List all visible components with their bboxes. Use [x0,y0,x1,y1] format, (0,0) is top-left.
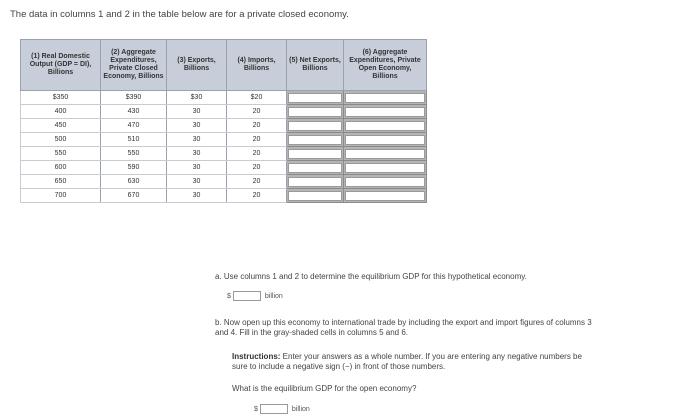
gray-cell [287,105,344,119]
table-body [21,91,427,203]
gray-cell [344,175,427,189]
net-exports-input[interactable] [288,191,342,201]
ae-open-input[interactable] [345,149,425,159]
answer-c-row [254,404,310,414]
gray-cell [344,105,427,119]
question-c: What is the equilibrium GDP for the open economy? [232,384,417,393]
cell-ae-closed: 670 [101,189,167,203]
ae-open-input[interactable] [345,191,425,201]
net-exports-input[interactable] [288,163,342,173]
header-ae-open: (6) Aggregate Expenditures, Private Open Economy, Billions [344,40,427,91]
cell-ae-closed: 510 [101,133,167,147]
table-row [21,147,427,161]
net-exports-input[interactable] [288,107,342,117]
ae-open-input[interactable] [345,121,425,131]
gray-cell [287,147,344,161]
ae-open-input[interactable] [345,135,425,145]
unit-label: billion [264,292,283,300]
cell-real-gdp: 450 [21,119,101,133]
dollar-sign: $ [227,292,231,300]
economy-table [20,39,427,203]
cell-exports: 30 [167,133,227,147]
cell-exports: 30 [167,119,227,133]
question-a: a. Use columns 1 and 2 to determine the equilibrium GDP for this hypothetical economy. [215,272,527,281]
gray-cell [287,133,344,147]
header-real-gdp: (1) Real Domestic Output (GDP = DI), Billions [21,40,101,91]
instructions-label: Instructions: [232,352,281,361]
gray-cell [344,161,427,175]
ae-open-input[interactable] [345,107,425,117]
table-row [21,189,427,203]
ae-open-input[interactable] [345,93,425,103]
cell-imports: 20 [227,189,287,203]
cell-exports: $30 [167,91,227,105]
gray-cell [287,175,344,189]
gray-cell [287,119,344,133]
answer-a-row [227,291,283,301]
gray-cell [344,91,427,105]
cell-imports: 20 [227,147,287,161]
cell-real-gdp: 600 [21,161,101,175]
net-exports-input[interactable] [288,93,342,103]
cell-exports: 30 [167,175,227,189]
table-row [21,133,427,147]
gray-cell [344,147,427,161]
table-row [21,91,427,105]
cell-real-gdp: 650 [21,175,101,189]
gray-cell [287,91,344,105]
header-ae-closed: (2) Aggregate Expenditures, Private Closed Economy, Billions [101,40,167,91]
gray-cell [287,189,344,203]
cell-imports: 20 [227,161,287,175]
table-row [21,161,427,175]
cell-ae-closed: 630 [101,175,167,189]
gray-cell [344,119,427,133]
net-exports-input[interactable] [288,149,342,159]
cell-ae-closed: 470 [101,119,167,133]
cell-imports: 20 [227,175,287,189]
header-exports: (3) Exports, Billions [167,40,227,91]
instructions [232,352,592,372]
gray-cell [287,161,344,175]
instructions-text: Enter your answers as a whole number. If you are entering any negative numbers be sure to include a negative sign (−) in front of those numbers. [232,352,582,371]
cell-real-gdp: 550 [21,147,101,161]
cell-ae-closed: 550 [101,147,167,161]
cell-real-gdp: 400 [21,105,101,119]
equilibrium-gdp-open-input[interactable] [260,404,288,414]
question-b: b. Now open up this economy to international trade by including the export and import figures of columns 3 and 4. Fill in the gray-shaded cells in columns 5 and 6. [215,318,592,337]
cell-real-gdp: $350 [21,91,101,105]
cell-imports: 20 [227,133,287,147]
table-row [21,105,427,119]
cell-imports: $20 [227,91,287,105]
table-row [21,175,427,189]
net-exports-input[interactable] [288,135,342,145]
equilibrium-gdp-closed-input[interactable] [233,291,261,301]
net-exports-input[interactable] [288,121,342,131]
gray-cell [344,133,427,147]
cell-exports: 30 [167,161,227,175]
cell-exports: 30 [167,105,227,119]
table-row [21,119,427,133]
cell-real-gdp: 700 [21,189,101,203]
cell-real-gdp: 500 [21,133,101,147]
header-imports: (4) Imports, Billions [227,40,287,91]
ae-open-input[interactable] [345,163,425,173]
cell-ae-closed: 590 [101,161,167,175]
cell-exports: 30 [167,189,227,203]
cell-imports: 20 [227,105,287,119]
cell-ae-closed: $390 [101,91,167,105]
unit-label: billion [291,405,310,413]
ae-open-input[interactable] [345,177,425,187]
net-exports-input[interactable] [288,177,342,187]
header-net-exports: (5) Net Exports, Billions [287,40,344,91]
intro-text: The data in columns 1 and 2 in the table below are for a private closed economy. [10,9,349,20]
cell-ae-closed: 430 [101,105,167,119]
gray-cell [344,189,427,203]
cell-imports: 20 [227,119,287,133]
cell-exports: 30 [167,147,227,161]
dollar-sign: $ [254,405,258,413]
